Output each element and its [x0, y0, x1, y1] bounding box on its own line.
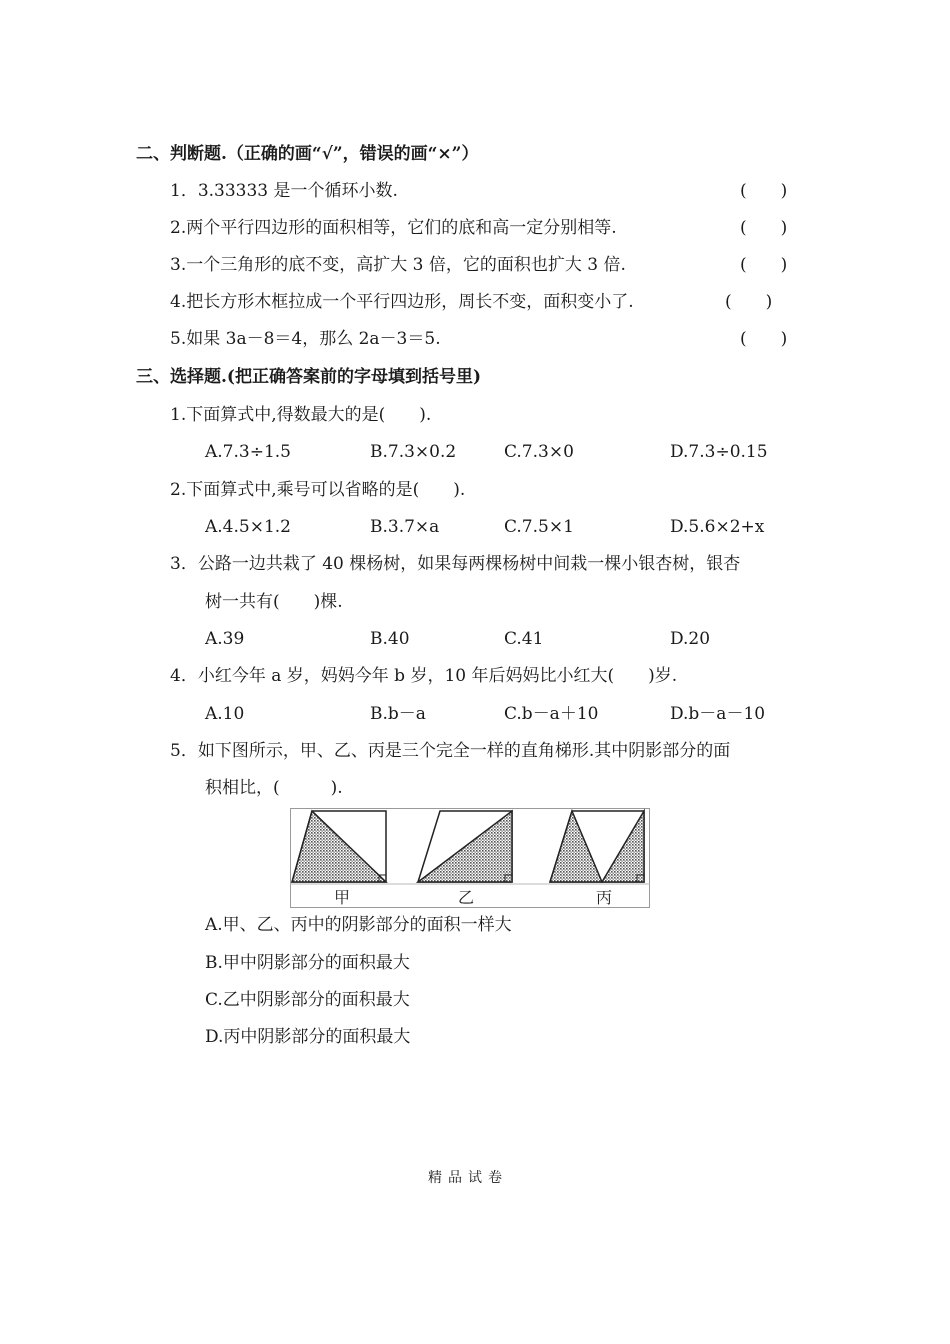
q2-option-d[interactable]: D.5.6×2+x [670, 517, 765, 537]
q1-option-b[interactable]: B.7.3×0.2 [370, 442, 457, 462]
question-1: 1.下面算式中,得数最大的是( ). [170, 405, 432, 425]
q4-option-d[interactable]: D.b－a－10 [670, 704, 766, 724]
question-2: 2.下面算式中,乘号可以省略的是( ). [170, 480, 466, 500]
q2-option-b[interactable]: B.3.7×a [370, 517, 440, 537]
q4-option-b[interactable]: B.b－a [370, 704, 426, 724]
label-bing: 丙 [595, 888, 613, 907]
judge-item-1: 1．3.33333 是一个循环小数. [170, 181, 398, 201]
q4-option-c[interactable]: C.b－a＋10 [504, 704, 599, 724]
q3-option-a[interactable]: A.39 [205, 629, 245, 649]
q5-option-c[interactable]: C.乙中阴影部分的面积最大 [205, 990, 410, 1010]
q1-option-c[interactable]: C.7.3×0 [504, 442, 574, 462]
answer-bracket-2[interactable]: ( ) [740, 218, 788, 238]
q5-option-d[interactable]: D.丙中阴影部分的面积最大 [205, 1027, 411, 1047]
section2-heading: 二、判断题.（正确的画“√”，错误的画“×”） [136, 144, 479, 164]
q3-option-c[interactable]: C.41 [504, 629, 544, 649]
label-jia: 甲 [333, 888, 351, 907]
section3-heading: 三、选择题.(把正确答案前的字母填到括号里) [136, 367, 482, 387]
answer-bracket-5[interactable]: ( ) [740, 329, 788, 349]
label-yi: 乙 [457, 888, 475, 907]
trapezoid-jia [292, 811, 386, 882]
q2-option-c[interactable]: C.7.5×1 [504, 517, 574, 537]
question-5: 5．如下图所示，甲、乙、丙是三个完全一样的直角梯形.其中阴影部分的面 [170, 741, 731, 761]
question-4: 4．小红今年 a 岁，妈妈今年 b 岁，10 年后妈妈比小红大( )岁. [170, 666, 678, 686]
page-footer: 精品试卷 [428, 1170, 508, 1186]
q5-option-b[interactable]: B.甲中阴影部分的面积最大 [205, 953, 410, 973]
answer-bracket-4[interactable]: ( ) [725, 292, 773, 312]
q1-option-a[interactable]: A.7.3÷1.5 [205, 442, 291, 462]
question-5-continued: 积相比，( ). [205, 778, 343, 798]
question-3: 3．公路一边共栽了 40 棵杨树，如果每两棵杨树中间栽一棵小银杏树，银杏 [170, 554, 741, 574]
judge-item-4: 4.把长方形木框拉成一个平行四边形，周长不变，面积变小了. [170, 292, 634, 312]
q4-option-a[interactable]: A.10 [205, 704, 245, 724]
judge-item-2: 2.两个平行四边形的面积相等，它们的底和高一定分别相等. [170, 218, 617, 238]
q3-option-b[interactable]: B.40 [370, 629, 410, 649]
q3-option-d[interactable]: D.20 [670, 629, 711, 649]
question-3-continued: 树一共有( )棵. [205, 592, 343, 612]
q2-option-a[interactable]: A.4.5×1.2 [205, 517, 291, 537]
answer-bracket-3[interactable]: ( ) [740, 255, 788, 275]
judge-item-3: 3.一个三角形的底不变，高扩大 3 倍，它的面积也扩大 3 倍. [170, 255, 626, 275]
answer-bracket-1[interactable]: ( ) [740, 181, 788, 201]
q1-option-d[interactable]: D.7.3÷0.15 [670, 442, 768, 462]
trapezoid-bing [550, 811, 644, 882]
q5-option-a[interactable]: A.甲、乙、丙中的阴影部分的面积一样大 [205, 915, 512, 935]
trapezoid-figure [290, 808, 650, 908]
trapezoid-yi [418, 811, 512, 882]
judge-item-5: 5.如果 3a－8＝4，那么 2a－3＝5. [170, 329, 441, 349]
